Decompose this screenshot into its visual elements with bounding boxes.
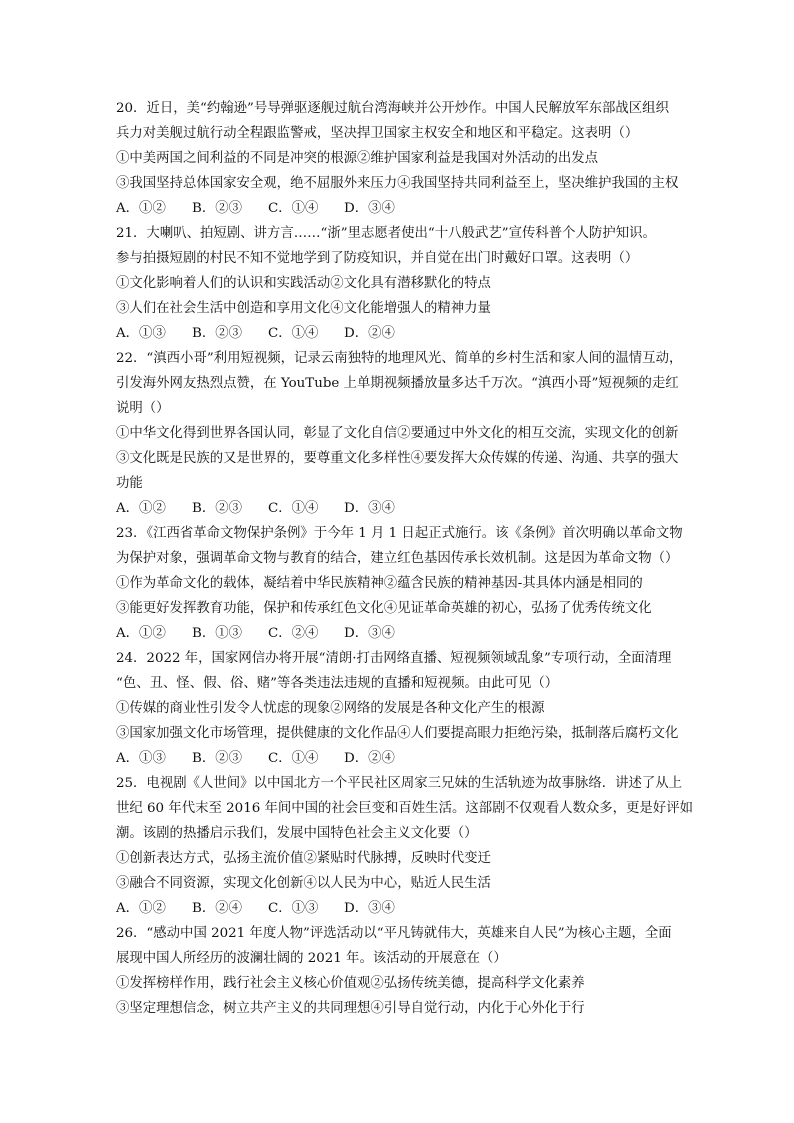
question-line: ①中美两国之间利益的不同是冲突的根源②维护国家利益是我国对外活动的出发点 (116, 151, 599, 166)
answer-option: A．①② (116, 626, 166, 641)
answer-option: D．②④ (344, 326, 395, 341)
question-line: ①作为革命文化的载体，凝结着中华民族精神②蕴含民族的精神基因-其具体内涵是相同的 (116, 576, 643, 591)
question-line: ①发挥榜样作用，践行社会主义核心价值观②弘扬传统美德，提高科学文化素养 (116, 976, 585, 991)
question-block (116, 346, 704, 521)
question-block (116, 521, 704, 646)
answer-option: C．①④ (268, 201, 319, 216)
answer-option: A．①② (116, 501, 166, 516)
answer-options (116, 896, 704, 921)
answer-option: B．②③ (192, 201, 243, 216)
answer-option: C．①③ (268, 901, 319, 916)
answer-option: C．①④ (268, 326, 319, 341)
question-line: ①传媒的商业性引发令人忧虑的现象②网络的发展是各种文化产生的根源 (116, 701, 545, 716)
question-stem: 20．近日，美“约翰逊”号导弹驱逐舰过航台湾海峡并公开炒作。中国人民解放军东部战区组织 (116, 101, 669, 116)
question-line: ①创新表达方式，弘扬主流价值②紧贴时代脉搏，反映时代变迁 (116, 851, 491, 866)
answer-option: C．①④ (268, 751, 319, 766)
answer-option: D．③④ (344, 901, 395, 916)
answer-option: A．①② (116, 901, 166, 916)
question-stem: 23．《江西省革命文物保护条例》于今年 1 月 1 日起正式施行。该《条例》首次明确以革命文物 (116, 526, 683, 541)
answer-option: A．①③ (116, 326, 166, 341)
question-line: ①文化影响着人们的认识和实践活动②文化具有潜移默化的特点 (116, 276, 491, 291)
answer-option: B．②④ (192, 901, 243, 916)
answer-options (116, 496, 704, 521)
answer-options (116, 746, 704, 771)
answer-option: D．③④ (344, 626, 395, 641)
question-block (116, 96, 704, 221)
document-body (116, 96, 704, 1021)
question-stem: 24．2022 年，国家网信办将开展“清朗·打击网络直播、短视频领域乱象”专项行动，全面清理 (116, 651, 672, 666)
question-line: 展现中国人所经历的波澜壮阔的 2021 年。该活动的开展意在（） (116, 951, 507, 966)
answer-option: B．①③ (192, 626, 243, 641)
answer-option: C．②④ (268, 626, 319, 641)
answer-options (116, 621, 704, 646)
answer-option: C．①④ (268, 501, 319, 516)
question-line: 说明（） (116, 401, 170, 416)
answer-option: D．③④ (344, 501, 395, 516)
question-line: ③国家加强文化市场管理，提供健康的文化作品④人们要提高眼力拒绝污染，抵制落后腐朽文化 (116, 726, 679, 741)
question-line: 功能 (116, 476, 143, 491)
question-line: 为保护对象，强调革命文物与教育的结合，建立红色基因传承长效机制。这是因为革命文物（） (116, 551, 679, 566)
question-line: 参与拍摄短剧的村民不知不觉地学到了防疫知识，并自觉在出门时戴好口罩。这表明（） (116, 251, 639, 266)
answer-option: D．③④ (344, 201, 395, 216)
answer-option: B．②③ (192, 326, 243, 341)
answer-options (116, 196, 704, 221)
question-block (116, 646, 704, 771)
question-stem: 26．“感动中国 2021 年度人物”评选活动以“平凡铸就伟大，英雄来自人民”为核心主题，全面 (116, 926, 672, 941)
answer-option: B．②③ (192, 751, 243, 766)
question-line: “色、丑、怪、假、俗、赌”等各类违法违规的直播和短视频。由此可见（） (116, 676, 559, 691)
question-block (116, 221, 704, 346)
question-block (116, 771, 704, 921)
question-line: 世纪 60 年代末至 2016 年间中国的社会巨变和百姓生活。这部剧不仅观看人数众多，更是好评如 (116, 801, 693, 816)
answer-option: B．②③ (192, 501, 243, 516)
question-line: ③我国坚持总体国家安全观，绝不屈服外来压力④我国坚持共同利益至上，坚决维护我国的主权 (116, 176, 679, 191)
question-stem: 22．“滇西小哥”利用短视频，记录云南独特的地理风光、简单的乡村生活和家人间的温情互动， (116, 351, 683, 366)
question-stem: 25．电视剧《人世间》以中国北方一个平民社区周家三兄妹的生活轨迹为故事脉络．讲述了从上 (116, 776, 683, 791)
answer-options (116, 321, 704, 346)
question-line: ③能更好发挥教育功能，保护和传承红色文化④见证革命英雄的初心，弘扬了优秀传统文化 (116, 601, 652, 616)
question-line: 兵力对美舰过航行动全程跟监警戒，坚决捍卫国家主权安全和地区和平稳定。这表明（） (116, 126, 639, 141)
question-block (116, 921, 704, 1021)
answer-option: D．②④ (344, 751, 395, 766)
question-line: ③融合不同资源，实现文化创新④以人民为中心，贴近人民生活 (116, 876, 491, 891)
question-line: 潮。该剧的热播启示我们，发展中国特色社会主义文化要（） (116, 826, 478, 841)
question-stem: 21．大喇叭、拍短剧、讲方言……“浙”里志愿者使出“十八般武艺”宣传科普个人防护知识。 (116, 226, 656, 241)
answer-option: A．①② (116, 201, 166, 216)
question-line: 引发海外网友热烈点赞，在 YouTube 上单期视频播放量多达千万次。“滇西小哥”短视频的走红 (116, 376, 679, 391)
answer-option: A．①③ (116, 751, 166, 766)
question-line: ①中华文化得到世界各国认同，彰显了文化自信②要通过中外文化的相互交流，实现文化的创新 (116, 426, 679, 441)
question-line: ③人们在社会生活中创造和享用文化④文化能增强人的精神力量 (116, 301, 491, 316)
question-line: ③文化既是民族的又是世界的，要尊重文化多样性④要发挥大众传媒的传递、沟通、共享的强大 (116, 451, 679, 466)
question-line: ③坚定理想信念，树立共产主义的共同理想④引导自觉行动，内化于心外化于行 (116, 1001, 585, 1016)
